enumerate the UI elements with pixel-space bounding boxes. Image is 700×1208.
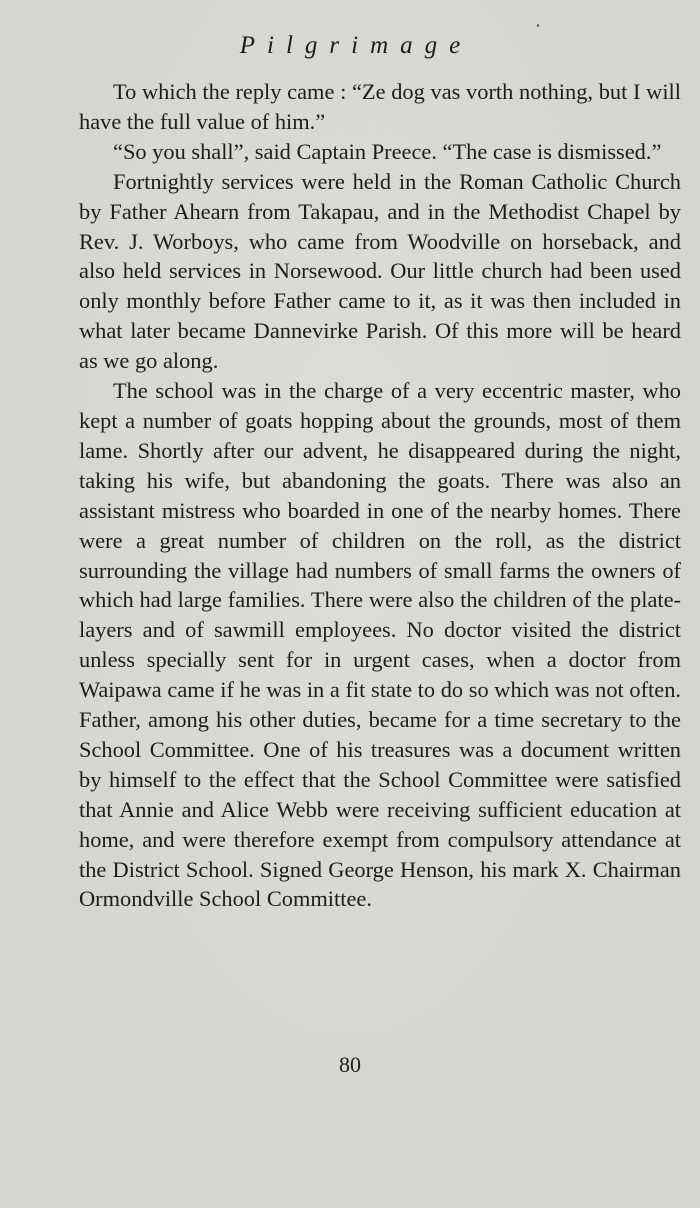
body-text <box>79 77 681 914</box>
paragraph-case-dismissed: “So you shall”, said Captain Preece. “The case is dismissed.” <box>113 138 662 164</box>
page-number: 80 <box>339 1052 361 1077</box>
paragraph-reply: To which the reply came : “Ze dog vas vorth nothing, but I will have the full value of him.” <box>79 79 681 134</box>
paragraph-services: Fortnightly services were held in the Roman Catholic Church by Father Ahearn from Takapau, and in the Methodist Chapel by Rev. J. Worboys, who came from Woodville on horseback, and also held services in Norsewood. Our little church had been used only monthly before Father came to it, as it was then included in what later became Dannevirke Parish. Of this more will be heard as we go along. <box>79 168 681 374</box>
print-speck <box>537 24 539 27</box>
paragraph-school: The school was in the charge of a very eccentric master, who kept a number of goats hopping about the grounds, most of them lame. Shortly after our advent, he disappeared during the night, taking his wife, but abandoning the goats. There was also an assistant mistress who boarded in one of the nearby homes. There were a great number of children on the roll, as the district surrounding the village had numbers of small farms the owners of which had large families. There were also the children of the plate-layers and of sawmill employees. No doctor visited the district unless specially sent for in urgent cases, when a doctor from Waipawa came if he was in a fit state to do so which was not often. Father, among his other duties, became for a time secretary to the School Committee. One of his treasures was a document written by himself to the effect that the School Committee were satisfied that Annie and Alice Webb were receiving sufficient education at home, and were therefore exempt from compulsory attendance at the District School. Signed George Henson, his mark X. Chairman Ormondville School Committee. <box>79 378 681 912</box>
running-head: Pilgrimage <box>239 32 473 59</box>
